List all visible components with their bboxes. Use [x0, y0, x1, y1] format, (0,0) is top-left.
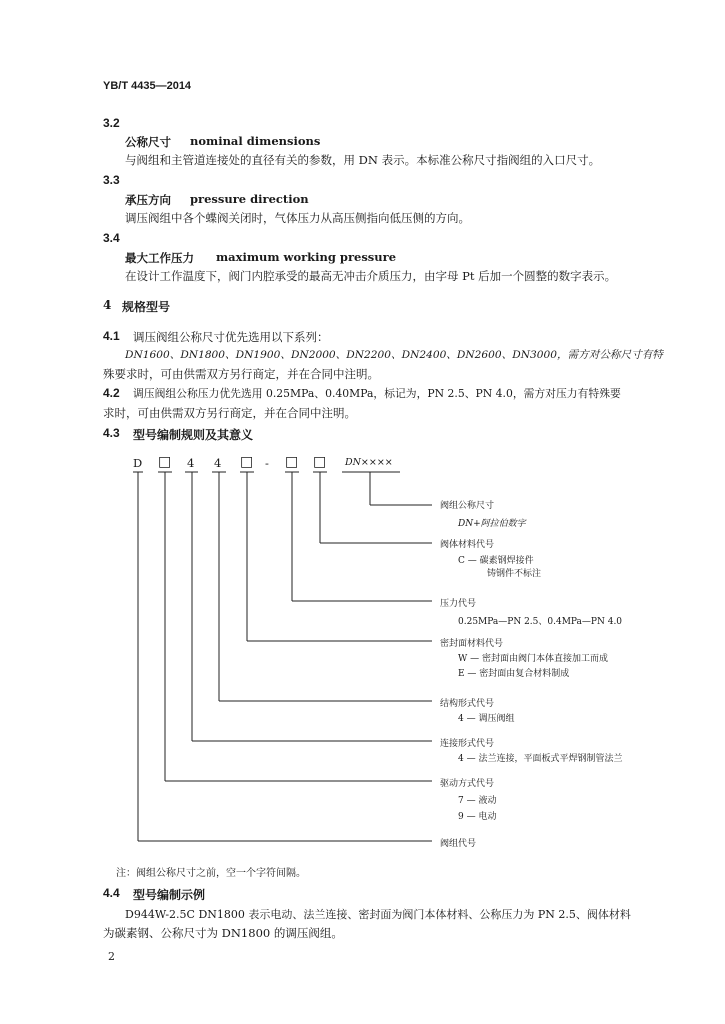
section-3-2-number: 3.2: [103, 116, 120, 130]
section-4-1-line1: 调压阀组公称尺寸优先选用以下系列：: [133, 330, 329, 344]
section-3-4-term-en: maximum working pressure: [216, 250, 397, 264]
section-4-4-title: 型号编制示例: [133, 888, 206, 902]
code-char-box-4: □: [313, 454, 327, 470]
label-body-material-item-1: C — 碳素钢焊接件: [458, 556, 534, 566]
section-4-4-line1: D944W-2.5C DN1800 表示电动、法兰连接、密封面为阀门本体材料、公称压力为 PN 2.5、阀体材料: [125, 908, 631, 921]
section-3-4-term-cn: 最大工作压力: [125, 251, 194, 265]
section-3-2-term-en: nominal dimensions: [190, 134, 321, 148]
code-char-box-2: □: [240, 454, 254, 470]
doc-code: YB/T 4435—2014: [103, 80, 192, 92]
section-4-1-number: 4.1: [103, 329, 120, 343]
section-4-2-number: 4.2: [103, 386, 120, 400]
label-connection-title: 连接形式代号: [440, 739, 495, 749]
label-nominal-size-desc: DN+阿拉伯数字: [458, 519, 526, 529]
label-pressure-item-1: 0.25MPa—PN 2.5、0.4MPa—PN 4.0: [458, 617, 623, 627]
label-structure-item-1: 4 — 调压阀组: [458, 714, 515, 724]
section-4-1-line3: 殊要求时，可由供需双方另行商定，并在合同中注明。: [103, 367, 379, 381]
code-char-box-1: □: [158, 454, 172, 470]
label-valve-code-title: 阀组代号: [440, 839, 477, 849]
label-seal-title: 密封面材料代号: [440, 639, 504, 649]
label-body-material-title: 阀体材料代号: [440, 540, 495, 550]
section-4-4-number: 4.4: [103, 886, 120, 900]
code-char-dn: DN××××: [345, 457, 393, 468]
section-3-4-definition: 在设计工作温度下，阀门内腔承受的最高无冲击介质压力，由字母 Pt 后加一个圆整的数字表示。: [125, 269, 617, 283]
section-4-4-line2: 为碳素钢、公称尺寸为 DN1800 的调压阀组。: [103, 926, 343, 940]
section-4-1-line2: DN1600、DN1800、DN1900、DN2000、DN2200、DN2400、DN2600、DN3000，需方对公称尺寸有特: [125, 349, 663, 361]
label-seal-item-1: W — 密封面由阀门本体直接加工而成: [458, 654, 608, 664]
section-3-4-number: 3.4: [103, 231, 120, 245]
code-char-d: D: [133, 456, 143, 470]
section-3-3-definition: 调压阀组中各个蝶阀关闭时，气体压力从高压侧指向低压侧的方向。: [125, 211, 470, 225]
code-char-box-3: □: [285, 454, 299, 470]
section-3-3-term-en: pressure direction: [190, 192, 309, 206]
label-drive-item-1: 7 — 液动: [458, 796, 497, 806]
section-3-3-term-cn: 承压方向: [125, 193, 171, 207]
label-connection-item-1: 4 — 法兰连接，平面板式平焊钢制管法兰: [458, 754, 623, 764]
label-drive-item-2: 9 — 电动: [458, 812, 497, 822]
section-4-3-title: 型号编制规则及其意义: [133, 428, 254, 442]
section-4-3-number: 4.3: [103, 426, 120, 440]
section-3-3-number: 3.3: [103, 173, 120, 187]
section-3-2-term-cn: 公称尺寸: [125, 135, 171, 149]
section-3-2-definition: 与阀组和主管道连接处的直径有关的参数，用 DN 表示。本标准公称尺寸指阀组的入口尺寸。: [125, 153, 601, 167]
label-body-material-item-2: 铸钢件不标注: [487, 569, 542, 579]
section-4-2-line1: 调压阀组公称压力优先选用 0.25MPa、0.40MPa，标记为，PN 2.5、PN 4.0，需方对压力有特殊要: [133, 387, 621, 400]
label-structure-title: 结构形式代号: [440, 699, 495, 709]
section-4-title: 规格型号: [122, 300, 171, 314]
code-char-4a: 4: [187, 456, 195, 470]
section-4-2-line2: 求时，可由供需双方另行商定，并在合同中注明。: [103, 406, 356, 420]
label-seal-item-2: E — 密封面由复合材料制成: [458, 669, 570, 679]
label-drive-title: 驱动方式代号: [440, 779, 495, 789]
page-number: 2: [108, 950, 115, 963]
label-nominal-size-title: 阀组公称尺寸: [440, 501, 495, 511]
code-char-dash: -: [265, 456, 269, 470]
code-char-4b: 4: [214, 456, 222, 470]
diagram-note: 注：阀组公称尺寸之前，空一个字符间隔。: [116, 868, 306, 879]
label-pressure-title: 压力代号: [440, 599, 477, 609]
section-4-number: 4: [103, 298, 112, 312]
